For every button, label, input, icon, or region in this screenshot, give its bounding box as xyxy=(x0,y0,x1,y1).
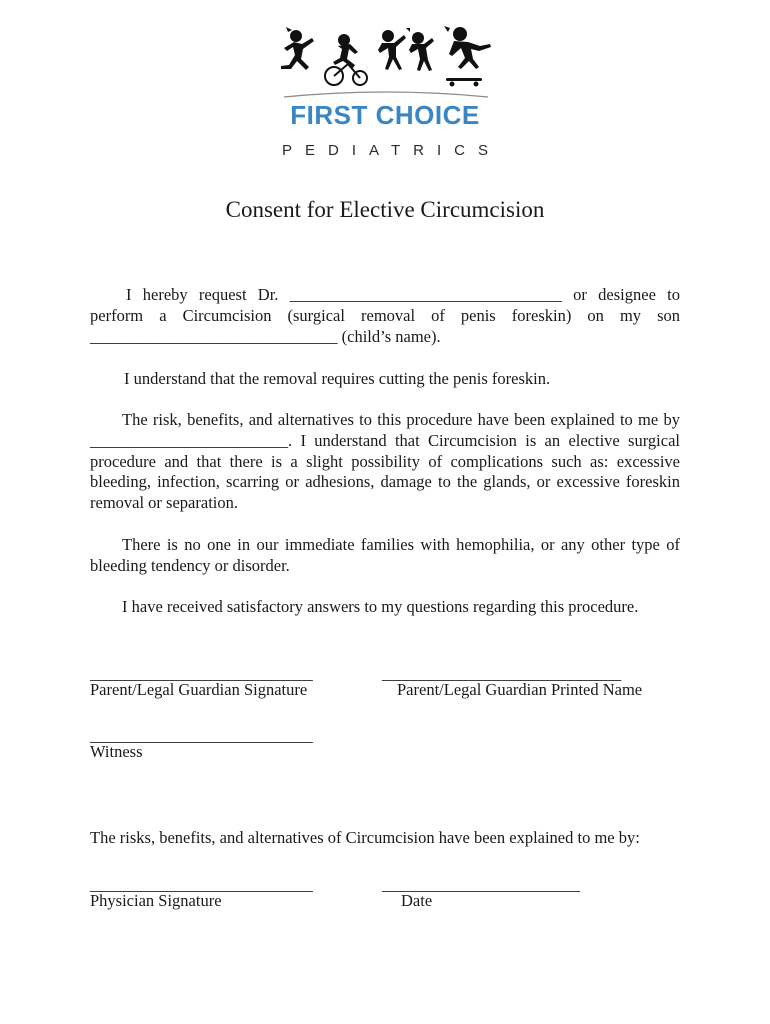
date-label: Date xyxy=(401,891,433,910)
guardian-printed-name-line[interactable]: _____________________________ xyxy=(382,664,622,683)
request-paragraph: I hereby request Dr. _________________________________ or designee to perform a Circumcision (surgical removal of penis foreskin) on my son ______________________________ (child’s name). xyxy=(90,285,680,346)
date-line[interactable]: ________________________ xyxy=(382,875,580,894)
children-silhouettes-logo-icon xyxy=(272,26,496,92)
witness-label: Witness xyxy=(90,742,143,761)
guardian-printed-name-label: Parent/Legal Guardian Printed Name xyxy=(397,680,643,699)
brand-name: FIRST CHOICE xyxy=(290,100,480,130)
witness-signature-line[interactable]: ___________________________ xyxy=(90,726,313,745)
understanding-paragraph: I understand that the removal requires cutting the penis foreskin. xyxy=(124,369,551,388)
satisfactory-answers-paragraph: I have received satisfactory answers to my questions regarding this procedure. xyxy=(122,597,639,616)
hemophilia-paragraph: There is no one in our immediate families with hemophilia, or any other type of bleeding tendency or disorder. xyxy=(90,535,680,575)
guardian-signature-label: Parent/Legal Guardian Signature xyxy=(90,680,308,699)
guardian-signature-line[interactable]: ___________________________ xyxy=(90,664,313,683)
physician-signature-line[interactable]: ___________________________ xyxy=(90,875,313,894)
logo-arc-divider xyxy=(282,89,490,99)
physician-signature-label: Physician Signature xyxy=(90,891,222,910)
physician-statement: The risks, benefits, and alternatives of Circumcision have been explained to me by: xyxy=(90,828,640,847)
risks-paragraph: The risk, benefits, and alternatives to this procedure have been explained to me by ________________________. I understand that Circumcision is an elective surgical procedure and that there is a slight possibility of complications such as: excessive bleeding, infection, scarring or adhesions, damage to the glands, or excessive foreskin removal or separation. xyxy=(90,410,680,513)
document-title: Consent for Elective Circumcision xyxy=(225,197,545,222)
brand-subtitle: PEDIATRICS xyxy=(282,142,501,159)
